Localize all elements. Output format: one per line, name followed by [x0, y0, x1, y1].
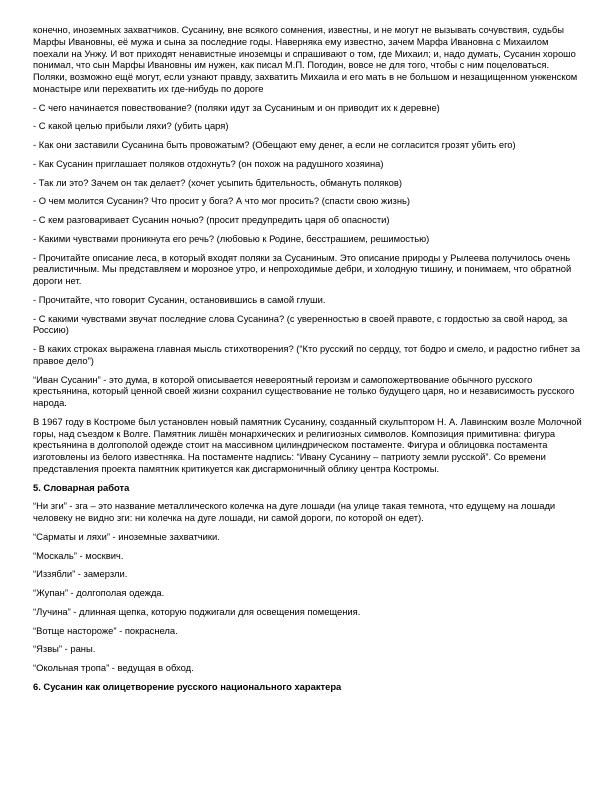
- vocab-item: “Жупан” - долгополая одежда.: [33, 587, 165, 598]
- section-heading-vocabulary: 5. Словарная работа: [33, 481, 130, 493]
- paragraph-read: - Прочитайте, что говорит Сусанин, остановившись в самой глуши.: [33, 293, 326, 305]
- question-goal: - С какой целью прибыли ляхи? (убить царя): [33, 120, 229, 132]
- paragraph: конечно, иноземных захватчиков. Сусанину, вне всякого сомнения, известны, и не могут не вызывать сочувствия, судьбы Марфы Ивановны, её мужа и сына за последние годы. Наверняка ему известно, зачем Марфа Ивановна с Михаилом поехали на Унжу. И вот приходят ненавистные иноземцы и спрашивают о том, где Михаил; и, надо думать, Сусанин хорошо понимал, что сын Марфы Ивановны им нужен, как писал М.П. Погодин, вовсе не для того, чтобы с ним поцеловаться. Поляки, возможно ещё могут, если узнают правду, захватить Михаила и его мать в не большом и незащищенном унженском монастыре или перехватить их где-нибудь по дороге: [33, 24, 578, 94]
- question-prayer: - О чем молится Сусанин? Что просит у бога? А что мог просить? (спасти свою жизнь): [33, 195, 411, 207]
- vocab-item: “Москаль” - москвич.: [33, 549, 124, 561]
- vocab-item: “Вотще настороже” - покраснела.: [33, 624, 178, 636]
- section-heading-character: 6. Сусанин как олицетворение русского национального характера: [33, 680, 342, 692]
- vocab-item: “Язвы” - раны.: [33, 643, 96, 655]
- question-main-idea: - В каких строках выражена главная мысль стихотворения? (“Кто русский по сердцу, тот бодро и смело, и радостно гибнет за правое дело”): [33, 343, 581, 366]
- vocab-item: “Лучина” - длинная щепка, которую поджигали для освещения помещения.: [33, 605, 361, 617]
- question-night: - С кем разговаривает Сусанин ночью? (просит предупредить царя об опасности): [33, 214, 390, 225]
- vocab-item: “Сарматы и ляхи” - иноземные захватчики.: [33, 530, 220, 542]
- paragraph-duma: “Иван Сусанин” - это дума, в которой описывается невероятный героизм и самопожертвование обычного русского крестьянина, который ценной своей жизни сохранил существование не только будущего царя, но и независимость русского народа.: [33, 373, 575, 408]
- question-start: - С чего начинается повествование? (поляки идут за Сусаниным и он приводит их к деревне): [33, 101, 440, 113]
- vocab-item: “Иззябли” - замерзли.: [33, 568, 128, 580]
- vocab-item: “Ни зги” - зга – это название металлического колечка на дуге лошади (на улице такая темнота, что едущему на лошади человеку не видно зги: ни колечка на дуге лошади, ни самой дороги, по которой он едет).: [33, 500, 556, 523]
- question-feelings: - Какими чувствами проникнута его речь? (любовью к Родине, бесстрашием, решимостью): [33, 232, 430, 244]
- question-rest: - Как Сусанин приглашает поляков отдохнуть? (он похож на радушного хозяина): [33, 157, 384, 169]
- question-why: - Так ли это? Зачем он так делает? (хочет усыпить бдительность, обмануть поляков): [33, 176, 402, 188]
- question-guide: - Как они заставили Сусанина быть провожатым? (Обещают ему денег, а если не согласится грозят убить его): [33, 139, 516, 150]
- paragraph-forest: - Прочитайте описание леса, в который входят поляки за Сусаниным. Это описание природы у Рылеева получилось очень реалистичным. Мы представляем и морозное утро, и непроходимые дебри, и холодную тишину, и понимаем, что обратной дороги нет.: [33, 251, 572, 286]
- paragraph-monument: В 1967 году в Костроме был установлен новый памятник Сусанину, созданный скульптором Н. А. Лавинским возле Молочной горы, над съездом к Волге. Памятник лишён монархических и религиозных символов. Композиция примитивна: фигура крестьянина в долгополой одежде стоит на массивном цилиндрическом постаменте. Фигура и облицовка постамента изготовлены из белого известняка. На постаменте надпись: “Ивану Сусанину – патриоту земли русской”. Со времени представления проекта памятник критикуется как дисгармоничный облику центра Костромы.: [33, 415, 582, 474]
- vocab-item: “Окольная тропа” - ведущая в обход.: [33, 662, 194, 673]
- question-last-words: - С какими чувствами звучат последние слова Сусанина? (с уверенностью в своей правоте, с гордостью за свой народ, за Россию): [33, 312, 568, 336]
